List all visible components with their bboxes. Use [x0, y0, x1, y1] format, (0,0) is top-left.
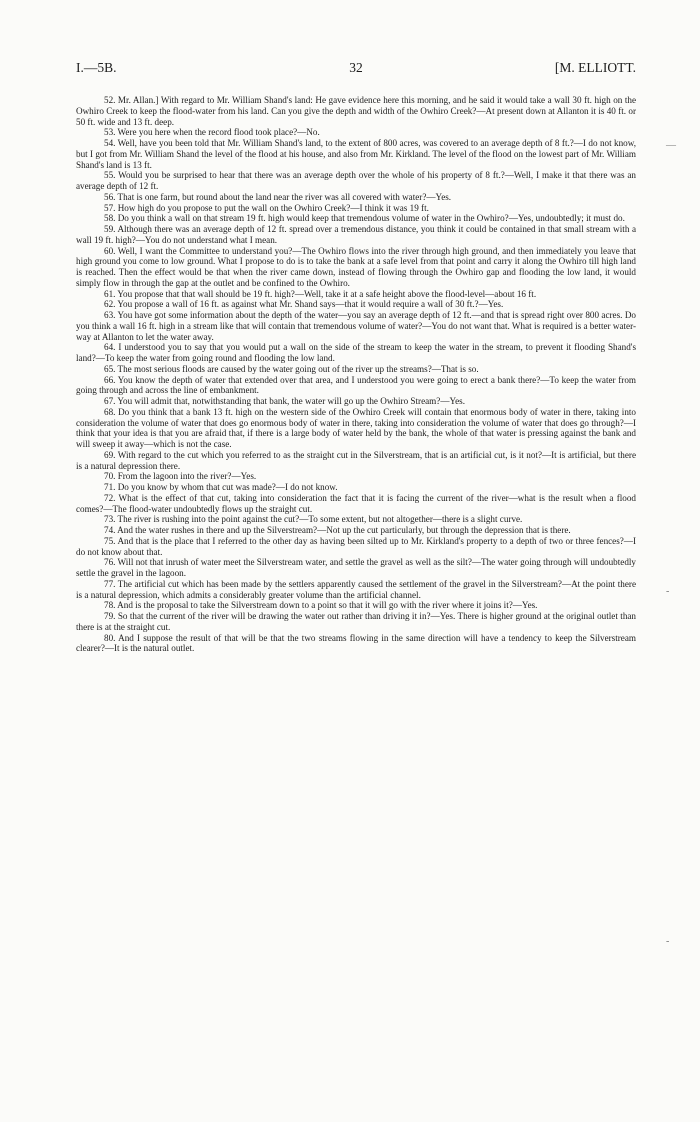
paragraph-q54: 54. Well, have you been told that Mr. William Shand's land, to the extent of 800 acres, was covered to an average depth of 8 ft.?—I do not know, but I got from Mr. William Shand the level of the flood at his house, and also from Mr. Kirkland. The level of the flood on the lowest part of Mr. William Shand's land is 13 ft. — [76, 138, 636, 170]
paragraph-q74: 74. And the water rushes in there and up the Silverstream?—Not up the cut particularly, but through the depression that is there. — [104, 525, 571, 535]
paragraph-q66: 66. You know the depth of water that extended over that area, and I understood you were going to erect a bank there?—To keep the water from going through and across the line of embankment. — [76, 374, 636, 396]
paragraph-q72: 72. What is the effect of that cut, taking into consideration the fact that it is facing the current of the river—what is the result when a flood comes?—The flood-water undoubtedly flows up the straight cut. — [76, 492, 636, 514]
paragraph-q78: 78. And is the proposal to take the Silverstream down to a point so that it will go with the river where it joins it?—Yes. — [104, 600, 538, 611]
paragraph-q69: 69. With regard to the cut which you referred to as the straight cut in the Silverstream, that is an artificial cut, is it not?—It is artificial, but there is a natural depression there. — [76, 449, 636, 471]
paragraph-q63: 63. You have got some information about the depth of the water—you say an average depth of 12 ft.—and that is spread right over 800 acres. Do you think a wall 16 ft. high in a stream like that will contain that tremendous volume of water?—You do not want that. What is required is a better water-way at Allanton to let the water away. — [76, 310, 636, 342]
paragraph-q57: 57. How high do you propose to put the wall on the Owhiro Creek?—I think it was 19 ft. — [104, 202, 429, 213]
paragraph-q67: 67. You will admit that, notwithstanding that bank, the water will go up the Owhiro Stream?—Yes. — [104, 396, 465, 406]
paragraph-q61: 61. You propose that that wall should be 19 ft. high?—Well, take it at a safe height above the flood-level—about 16 ft. — [104, 288, 537, 299]
margin-mark: - — [666, 586, 670, 597]
paragraph-q62: 62. You propose a wall of 16 ft. as against what Mr. Shand says—that it would require a wall of 30 ft.?—Yes. — [104, 299, 504, 310]
paragraph-q75: 75. And that is the place that I referred to the other day as having been silted up to Mr. Kirkland's property to a depth of two or three fences?—I do not know about that. — [76, 535, 636, 557]
paragraph-q58: 58. Do you think a wall on that stream 19 ft. high would keep that tremendous volume of water in the Owhiro?—Yes, undoubtedly; it must do. — [104, 213, 625, 224]
witness-name: [M. ELLIOTT. — [554, 60, 636, 75]
paragraph-q59: 59. Although there was an average depth of 12 ft. spread over a tremendous distance, you think it could be contained in that small stream with a wall 19 ft. high?—You do not understand what I mean. — [76, 224, 636, 245]
page-header — [76, 60, 636, 76]
paragraph-q70: 70. From the lagoon into the river?—Yes. — [104, 471, 257, 482]
paragraph-q60: 60. Well, I want the Committee to understand you?—The Owhiro flows into the river through high ground, and then immediately you leave that high ground you come to low ground. What I propose to do is to take the bank at a safe level from that point and carry it along the Owhiro till high land is reached. Then the effect would be that when the river came down, instead of flowing through the Owhiro gap and flooding the low land, it would simply flow in through the gap at the outlet and be confined to the Owhiro. — [76, 245, 636, 288]
paragraph-q53: 53. Were you here when the record flood took place?—No. — [104, 127, 320, 138]
paper-reference: I.—5B. — [76, 60, 117, 75]
page-number: 32 — [349, 60, 363, 75]
paragraph-q56: 56. That is one farm, but round about the land near the river was all covered with water?—Yes. — [104, 191, 452, 202]
margin-mark: — — [666, 140, 676, 151]
paragraph-q80: 80. And I suppose the result of that will be that the two streams flowing in the same direction will have a tendency to keep the Silverstream clearer?—It is the natural outlet. — [76, 632, 636, 654]
paragraph-q52: 52. Mr. Allan.] With regard to Mr. William Shand's land: He gave evidence here this morning, and he said it would take a wall 30 ft. high on the Owhiro Creek to keep the flood-water from his land. Can you give the depth and width of the Owhiro Creek?—At present down at Allanton it is 40 ft. or 50 ft. wide and 13 ft. deep. — [76, 95, 636, 127]
paragraph-q77: 77. The artificial cut which has been made by the settlers apparently caused the settlement of the gravel in the Silverstream?—At the point there is a natural depression, which admits a considerably greater volume than the artificial channel. — [76, 578, 636, 600]
margin-mark: - — [666, 936, 670, 947]
paragraph-q76: 76. Will not that inrush of water meet the Silverstream water, and settle the gravel as well as the silt?—The water going through will undoubtedly settle the gravel in the lagoon. — [76, 557, 636, 578]
paragraph-q68: 68. Do you think that a bank 13 ft. high on the western side of the Owhiro Creek will contain that enormous body of water in there, taking into consideration the volume of water that does go enormous body of water in there, taking into consideration the volume of water that does go through?—I think that your idea is that you are afraid that, if there is a large body of water held by the bank, the whole of that water is pressing against the bank and will sweep it away—which is not the case. — [76, 406, 636, 449]
paragraph-q65: 65. The most serious floods are caused by the water going out of the river up the streams?—That is so. — [104, 363, 479, 374]
paragraph-q55: 55. Would you be surprised to hear that there was an average depth over the whole of his property of 8 ft.?—Well, I make it that there was an average depth of 12 ft. — [76, 170, 636, 191]
paragraph-q73: 73. The river is rushing into the point against the cut?—To some extent, but not altogether—there is a slight curve. — [104, 514, 523, 525]
testimony-body — [76, 95, 636, 654]
paragraph-q71: 71. Do you know by whom that cut was made?—I do not know. — [104, 482, 338, 492]
paragraph-q79: 79. So that the current of the river will be drawing the water out rather than driving it in?—Yes. There is higher ground at the original outlet than there is at the straight cut. — [76, 611, 636, 632]
paragraph-q64: 64. I understood you to say that you would put a wall on the side of the stream to keep the water in the stream, to prevent it flooding Shand's land?—To keep the water from going round and flooding the low land. — [76, 342, 636, 363]
